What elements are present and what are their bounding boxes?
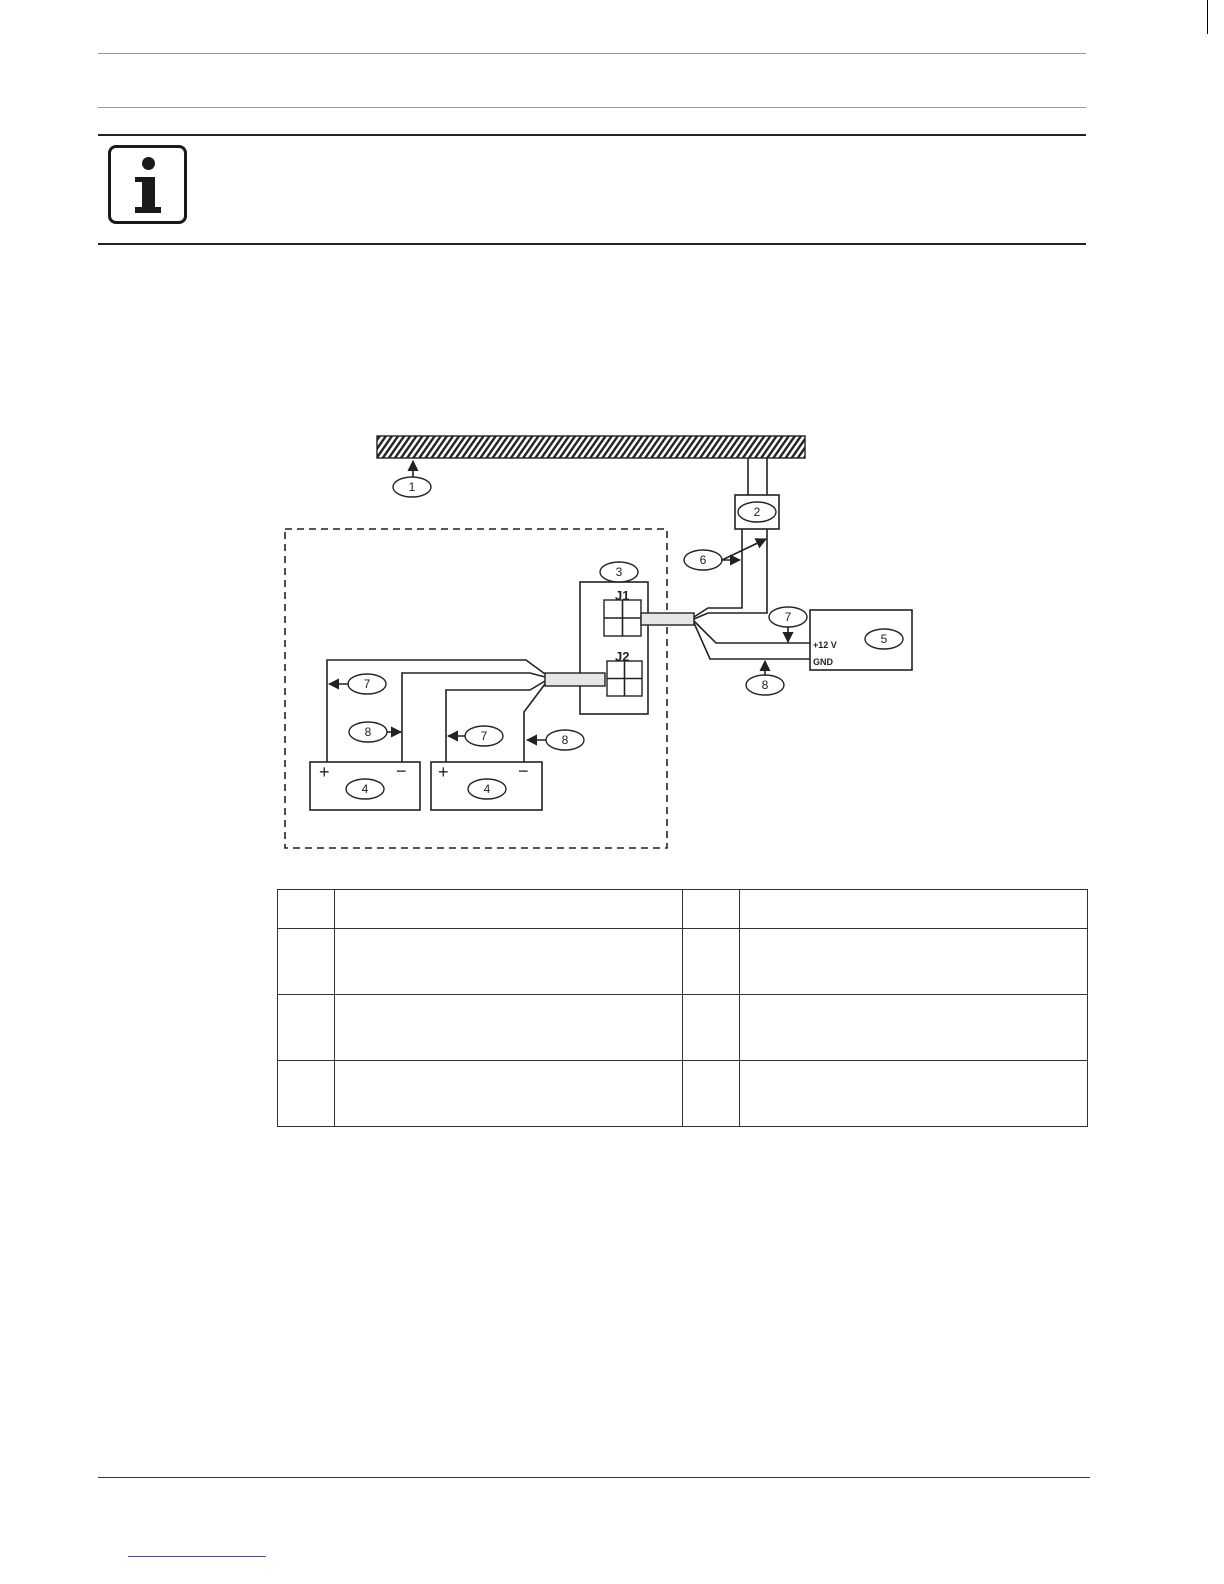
svg-text:7: 7: [784, 610, 792, 624]
footer-rule: [98, 1477, 1090, 1478]
terminal-gnd-label: GND: [813, 657, 833, 667]
j1-label: J1: [615, 588, 630, 603]
j1-cable-plug: [641, 613, 694, 625]
legend-cell: [335, 929, 683, 995]
svg-text:1: 1: [408, 480, 416, 494]
j2-label: J2: [615, 649, 630, 664]
svg-text:7: 7: [363, 677, 371, 691]
wire-j1-to-fuse-a: [694, 529, 742, 617]
callout-3: [600, 562, 638, 582]
svg-text:4: 4: [483, 782, 491, 796]
legend-cell: [278, 995, 335, 1061]
battery-left-minus: −: [396, 761, 407, 781]
svg-text:8: 8: [364, 725, 372, 739]
legend-cell: [740, 995, 1088, 1061]
callout-5: [865, 629, 903, 649]
legend-header-row: [278, 890, 1088, 929]
callout-7-right: [465, 726, 503, 746]
svg-text:5: 5: [880, 632, 888, 646]
table-row: [278, 1061, 1088, 1127]
battery-left-plus: +: [319, 762, 330, 782]
callout-4-right: [468, 779, 506, 799]
svg-text:8: 8: [761, 678, 769, 692]
callout-8-device: [746, 675, 784, 695]
leader-6: [722, 539, 766, 560]
legend-table: [277, 889, 1088, 1127]
callout-8-left: [349, 722, 387, 742]
legend-cell: [335, 995, 683, 1061]
legend-cell: [278, 929, 335, 995]
terminal-12v-label: +12 V: [813, 640, 837, 650]
wire-j2-battery2-plus: [446, 681, 545, 762]
bus-bar: [377, 436, 805, 458]
svg-text:2: 2: [753, 505, 761, 519]
svg-text:6: 6: [699, 553, 707, 567]
j2-cable-plug: [545, 673, 605, 686]
battery-right-minus: −: [518, 761, 529, 781]
table-row: [278, 995, 1088, 1061]
callout-7-device: [769, 607, 807, 627]
table-row: [278, 929, 1088, 995]
wire-j2-battery2-minus: [524, 684, 545, 762]
battery-right-plus: +: [438, 762, 449, 782]
legend-header-cell: [683, 890, 740, 929]
wire-j1-to-fuse-b: [694, 529, 767, 619]
legend-cell: [278, 1061, 335, 1127]
legend-cell: [740, 929, 1088, 995]
legend-cell: [335, 1061, 683, 1127]
legend-cell: [740, 1061, 1088, 1127]
legend-header-cell: [335, 890, 683, 929]
callout-4-left: [346, 779, 384, 799]
legend-cell: [683, 1061, 740, 1127]
legend-cell: [683, 929, 740, 995]
callout-6: [684, 550, 722, 570]
callout-7-left: [348, 674, 386, 694]
legend-header-cell: [740, 890, 1088, 929]
callout-1: [393, 477, 431, 497]
wire-j1-to-gnd: [694, 623, 810, 659]
svg-text:4: 4: [361, 782, 369, 796]
legend-cell: [683, 995, 740, 1061]
callout-8-right: [546, 730, 584, 750]
callout-2: [738, 502, 776, 522]
legend-header-cell: [278, 890, 335, 929]
svg-text:7: 7: [480, 729, 488, 743]
svg-text:8: 8: [561, 733, 569, 747]
svg-text:3: 3: [615, 565, 623, 579]
footer-link-underline[interactable]: [128, 1556, 266, 1557]
